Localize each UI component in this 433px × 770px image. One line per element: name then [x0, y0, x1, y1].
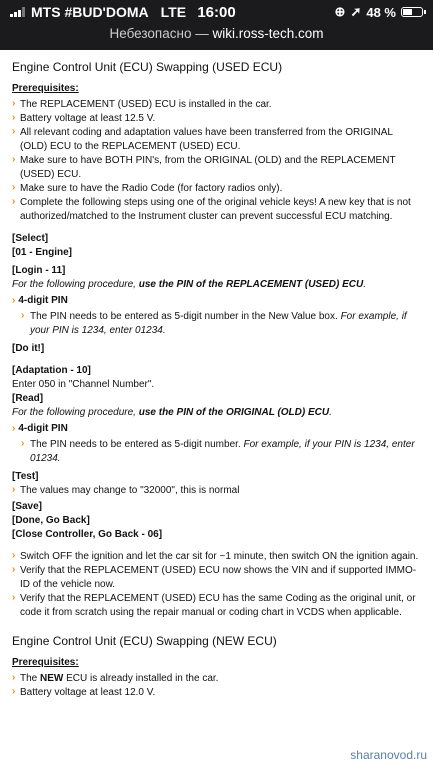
signal-icon [10, 7, 25, 17]
rotation-lock-icon: ⊕ [334, 4, 346, 19]
pin-note: › The PIN needs to be entered as 5-digit number in the New Value box. For example, if your PIN is 1234, enter 01234. [12, 310, 421, 338]
prereq-label-2: Prerequisites: [12, 657, 79, 668]
section1-title: Engine Control Unit (ECU) Swapping (USED ECU) [12, 60, 283, 74]
read-note: For the following procedure, use the PIN of the ORIGINAL (OLD) ECU. [12, 407, 332, 418]
login-note: For the following procedure, use the PIN of the REPLACEMENT (USED) ECU. [12, 279, 366, 290]
list-item: › The REPLACEMENT (USED) ECU is installed in the car. [12, 98, 421, 112]
carrier: MTS #BUD'DOMA [31, 4, 149, 20]
step-doit: [Do it!] [12, 343, 45, 354]
step-close: [Close Controller, Go Back - 06] [12, 529, 163, 540]
chevron-icon: › [12, 423, 16, 434]
step-done: [Done, Go Back] [12, 515, 90, 526]
list-item: › Battery voltage at least 12.5 V. [12, 112, 421, 126]
prereq-label: Prerequisites: [12, 83, 79, 94]
battery-percent: 48 % [366, 4, 396, 20]
network-type: LTE [160, 4, 187, 20]
list-item: › Complete the following steps using one of the original vehicle keys! A new key that is not authorized/matched to the Instrument cluster can prevent successful ECU matching. [12, 196, 421, 224]
test-note: › The values may change to "32000", this is normal [12, 484, 421, 498]
list-item: › The NEW ECU is already installed in the car. [12, 672, 421, 686]
prereq-list [12, 98, 421, 224]
step-read: [Read] [12, 393, 44, 404]
step-engine: [01 - Engine] [12, 247, 73, 258]
article [0, 50, 433, 700]
status-bar [0, 0, 433, 50]
step-test: [Test] [12, 471, 39, 482]
battery-icon [401, 7, 423, 17]
step-adaptation: [Adaptation - 10] [12, 365, 91, 376]
pin-heading: › 4-digit PIN [12, 295, 68, 306]
list-item: › Switch OFF the ignition and let the car sit for ~1 minute, then switch ON the ignition again. [12, 550, 421, 564]
pin-note-2: › The PIN needs to be entered as 5-digit number. For example, if your PIN is 1234, enter 01234. [12, 438, 421, 466]
section2-title: Engine Control Unit (ECU) Swapping (NEW ECU) [12, 634, 277, 648]
location-icon: ➚ [350, 4, 362, 19]
pin-heading-2: › 4-digit PIN [12, 423, 68, 434]
final-list [12, 550, 421, 620]
list-item: › All relevant coding and adaptation values have been transferred from the ORIGINAL (OLD) ECU to the REPLACEMENT (USED) ECU. [12, 126, 421, 154]
list-item: › Verify that the REPLACEMENT (USED) ECU now shows the VIN and if supported IMMO-ID of the vehicle now. [12, 564, 421, 592]
step-select: [Select] [12, 233, 49, 244]
step-save: [Save] [12, 501, 43, 512]
list-item: › Make sure to have BOTH PIN's, from the ORIGINAL (OLD) and the REPLACEMENT (USED) ECU. [12, 154, 421, 182]
enter-channel: Enter 050 in "Channel Number". [12, 379, 155, 390]
address-bar[interactable] [0, 24, 433, 44]
url-host: wiki.ross-tech.com [212, 26, 324, 41]
step-login: [Login - 11] [12, 265, 66, 276]
list-item: › Verify that the REPLACEMENT (USED) ECU has the same Coding as the original unit, or code it from scratch using the repair manual or coding chart in VCDS when applicable. [12, 592, 421, 620]
list-item: › Battery voltage at least 12.0 V. [12, 686, 421, 700]
list-item: › Make sure to have the Radio Code (for factory radios only). [12, 182, 421, 196]
watermark: sharanovod.ru [350, 748, 427, 762]
clock: 16:00 [197, 4, 236, 21]
insecure-label: Небезопасно — [109, 26, 213, 41]
chevron-icon: › [12, 295, 16, 306]
